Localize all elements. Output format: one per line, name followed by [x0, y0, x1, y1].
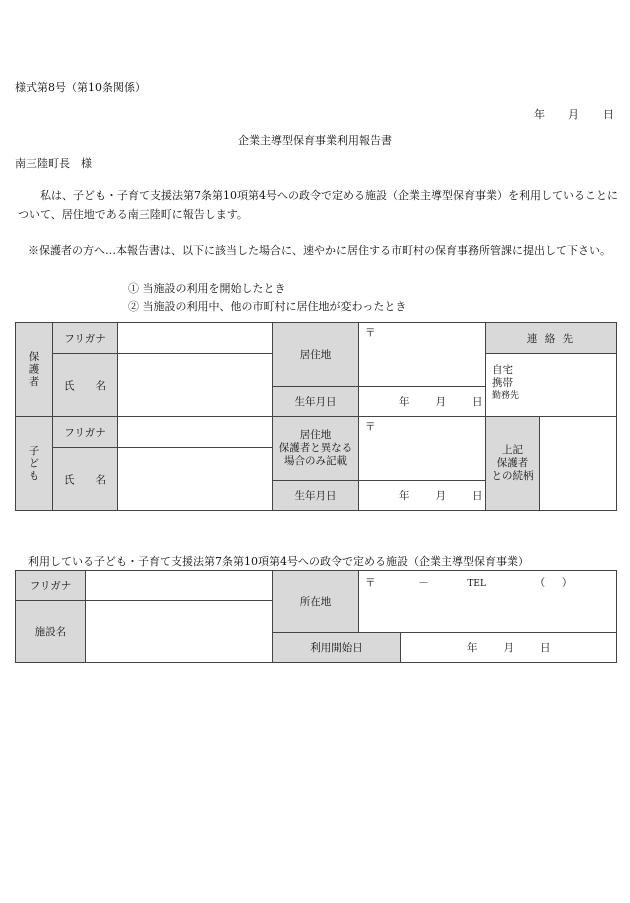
document-title: 企業主導型保育事業利用報告書 [238, 134, 392, 147]
child-birthdate-field[interactable]: 年 月 日 [359, 481, 486, 511]
tel-paren-open: （ [534, 577, 546, 589]
contact-work-label: 勤務先 [492, 391, 520, 401]
postal-mark: 〒 [365, 421, 376, 433]
guardian-furigana-field[interactable] [118, 323, 273, 354]
guardian-child-table [15, 322, 617, 511]
child-furigana-field[interactable] [118, 417, 273, 448]
addressee: 南三陸町長 様 [15, 157, 92, 170]
date-month-label: 月 [568, 108, 579, 121]
guardian-birthdate-label: 生年月日 [273, 387, 359, 417]
notice-item-1: ① 当施設の利用を開始したとき [128, 282, 286, 295]
facility-furigana-label: フリガナ [16, 571, 86, 601]
guardian-birthdate-field[interactable]: 年 月 日 [359, 387, 486, 417]
child-name-field[interactable] [118, 448, 273, 511]
guardian-section-label: 保護者 [16, 323, 53, 417]
contact-header: 連 絡 先 [486, 323, 617, 354]
postal-mark: 〒 [365, 577, 376, 589]
contact-mobile-label: 携帯 [492, 377, 513, 389]
facility-name-field[interactable] [86, 601, 273, 663]
start-date-field[interactable]: 年 月 日 [401, 633, 617, 663]
notice-text: ※保護者の方へ…本報告書は、以下に該当した場合に、速やかに居住する市町村の保育事務所管課に提出して下さい。 [28, 244, 611, 257]
child-birthdate-label: 生年月日 [273, 481, 359, 511]
postal-mark: 〒 [365, 327, 376, 339]
child-address-field[interactable] [359, 417, 486, 481]
postal-dash: － [418, 577, 429, 589]
guardian-furigana-label: フリガナ [53, 323, 118, 354]
facility-furigana-field[interactable] [86, 571, 273, 601]
guardian-address-field[interactable] [359, 323, 486, 387]
tel-label: TEL [467, 579, 486, 589]
child-furigana-label: フリガナ [53, 417, 118, 448]
date-day-label: 日 [603, 108, 614, 121]
notice-item-2: ② 当施設の利用中、他の市町村に居住地が変わったとき [128, 300, 407, 313]
facility-caption: 利用している子ども・子育て支援法第7条第10項第4号への政令で定める施設（企業主導型保育事業） [28, 555, 529, 568]
child-section-label: 子ども [16, 417, 53, 511]
child-address-label: 居住地 保護者と異なる 場合のみ記載 [273, 417, 359, 481]
date-year-label: 年 [534, 108, 545, 121]
guardian-address-label: 居住地 [273, 323, 359, 387]
form-number: 様式第8号（第10条関係） [15, 81, 146, 94]
facility-location-label: 所在地 [273, 571, 359, 633]
contact-field[interactable] [486, 354, 617, 417]
relation-field[interactable] [540, 417, 617, 511]
tel-paren-close: ） [561, 577, 573, 589]
guardian-name-field[interactable] [118, 354, 273, 417]
relation-label: 上記 保護者 との続柄 [486, 417, 540, 511]
facility-name-label: 施設名 [16, 601, 86, 663]
facility-table [15, 570, 617, 663]
start-date-label: 利用開始日 [273, 633, 401, 663]
guardian-name-label: 氏 名 [53, 354, 118, 417]
contact-home-label: 自宅 [492, 364, 513, 376]
child-name-label: 氏 名 [53, 448, 118, 511]
body-paragraph: 私は、子ども・子育て支援法第7条第10項第4号への政令で定める施設（企業主導型保育事業）を利用していることについて、居住地である南三陸町に報告します。 [18, 189, 618, 221]
facility-location-field[interactable] [359, 571, 617, 633]
